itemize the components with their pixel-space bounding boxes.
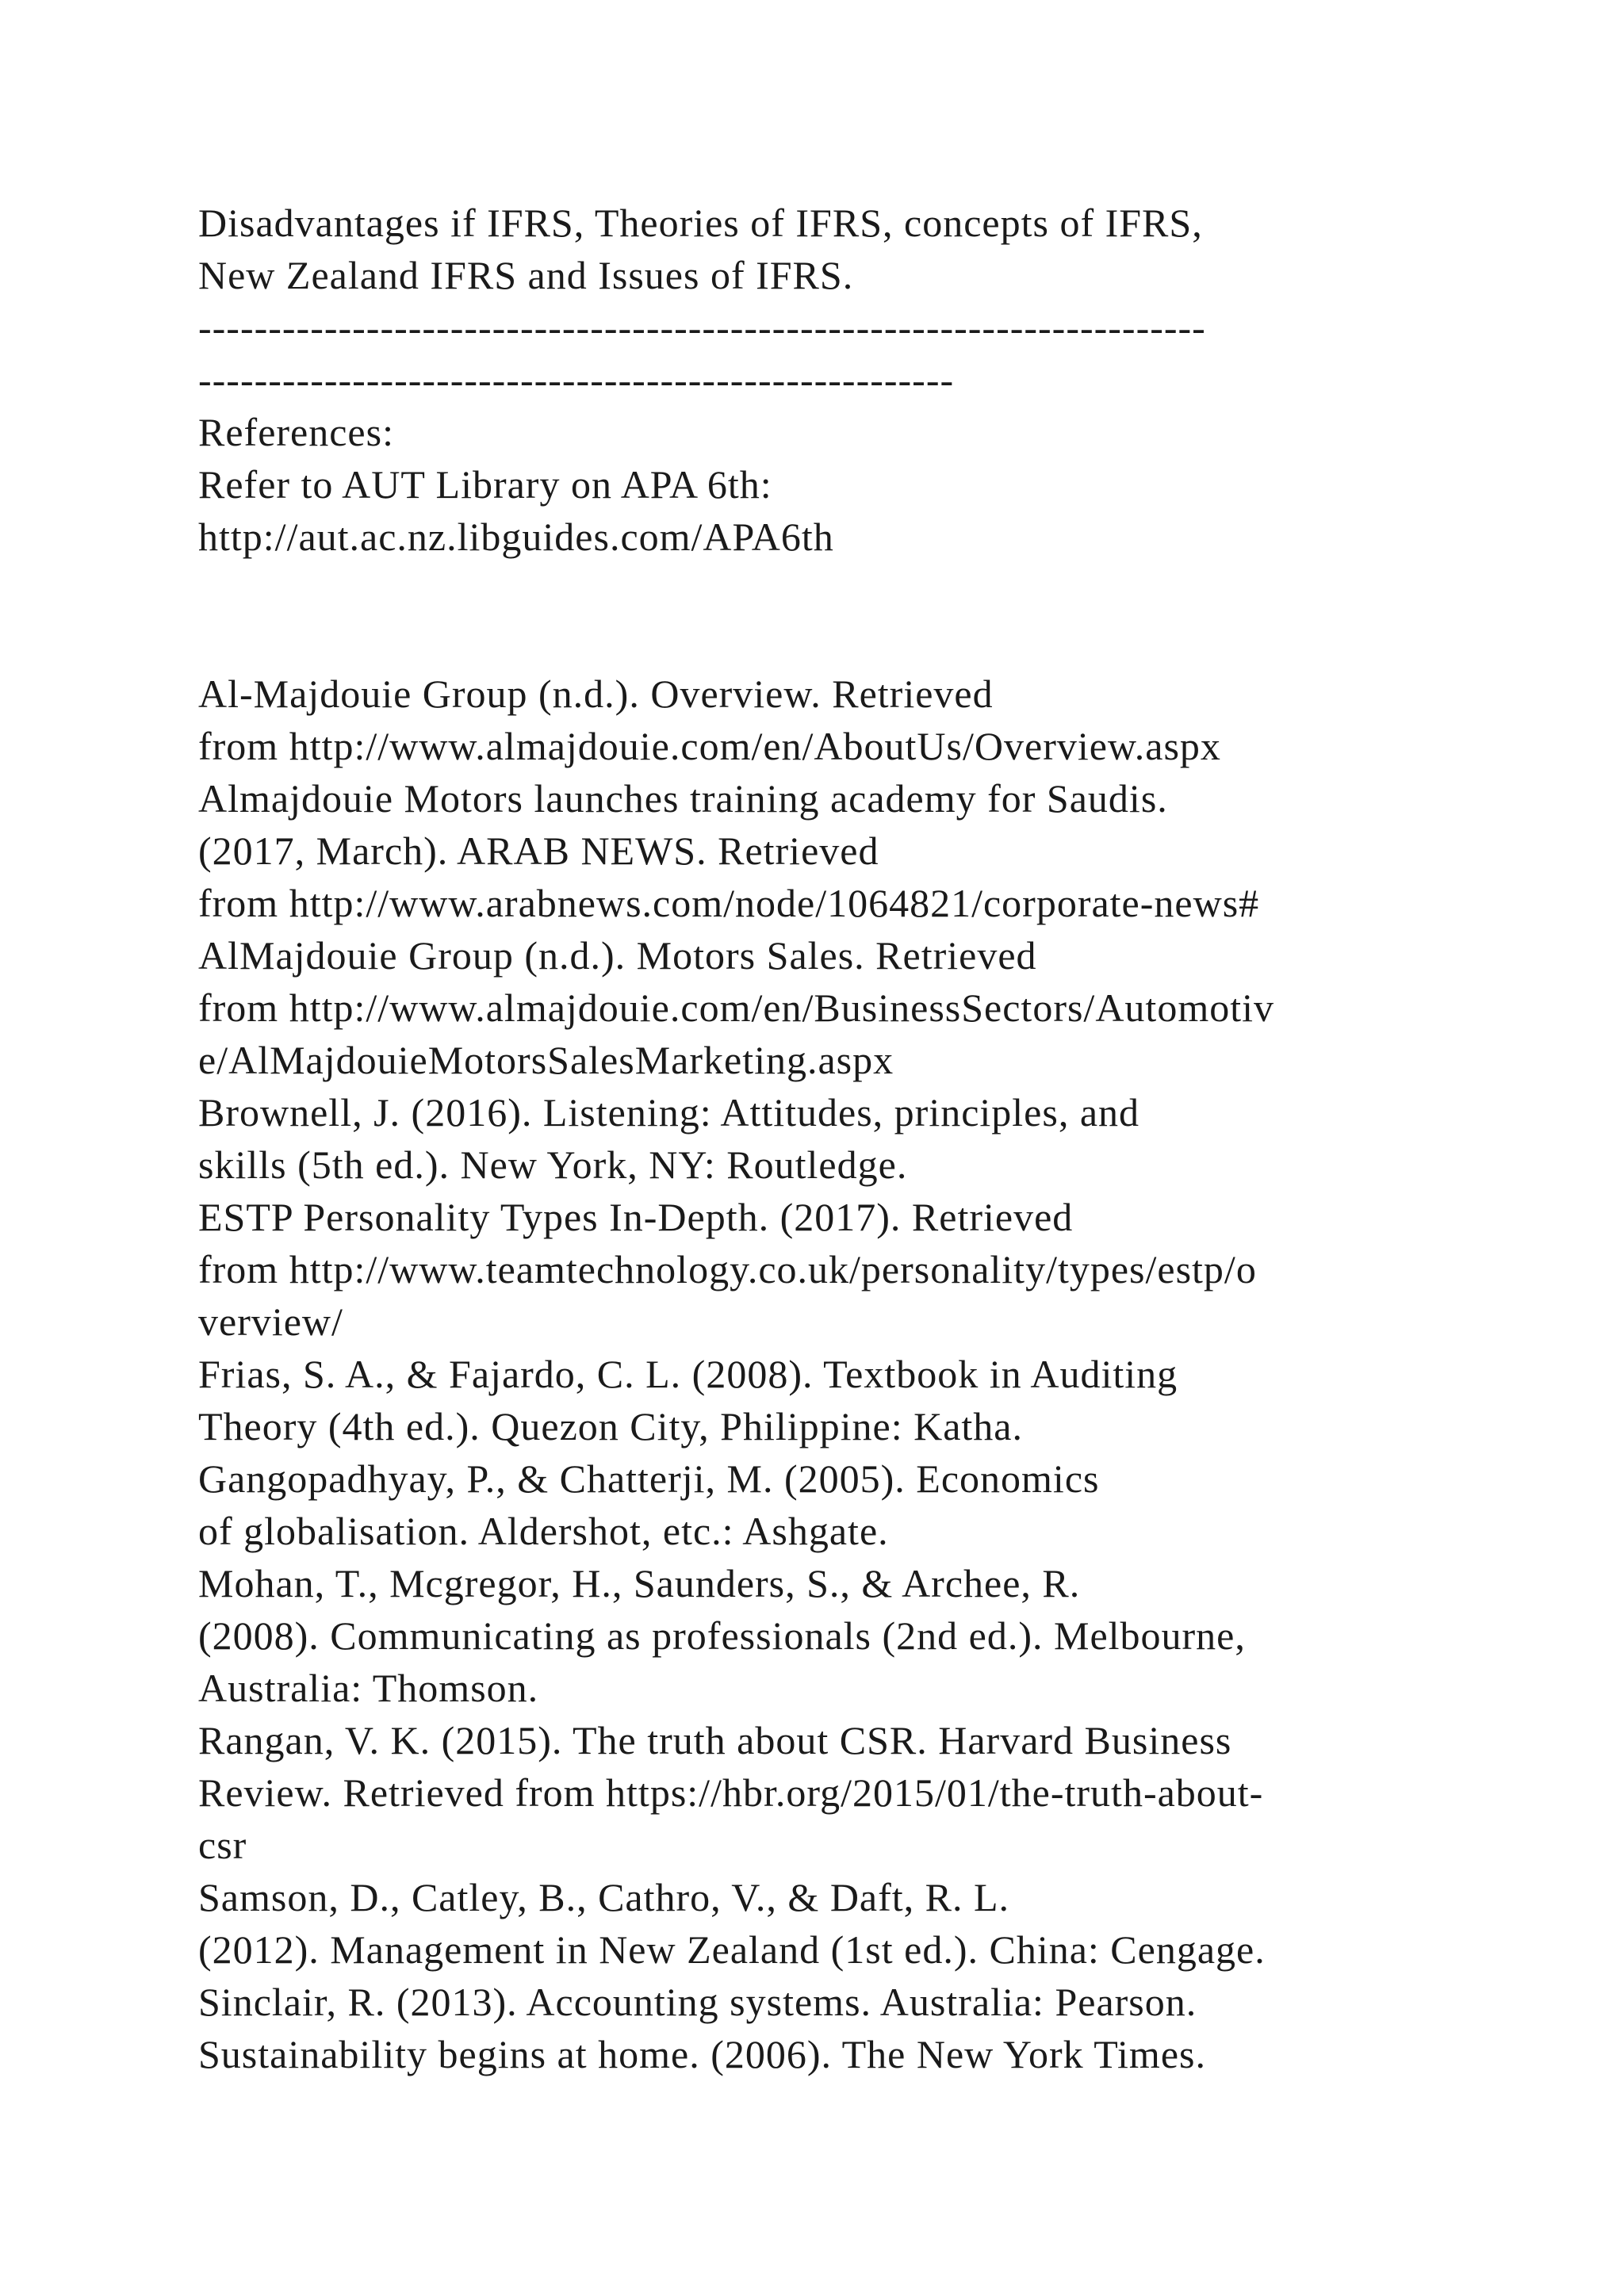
refer-url: http://aut.ac.nz.libguides.com/APA6th	[198, 515, 834, 559]
reference-line: Sustainability begins at home. (2006). The New York Times.	[198, 2032, 1206, 2076]
reference-line: Sinclair, R. (2013). Accounting systems. Australia: Pearson.	[198, 1980, 1197, 2024]
reference-line: Theory (4th ed.). Quezon City, Philippine: Katha.	[198, 1404, 1023, 1448]
reference-line: Frias, S. A., & Fajardo, C. L. (2008). Textbook in Auditing	[198, 1352, 1178, 1396]
reference-line: from http://www.almajdouie.com/en/AboutUs/Overview.aspx	[198, 724, 1221, 768]
reference-line: skills (5th ed.). New York, NY: Routledge.	[198, 1142, 908, 1187]
separator-line: ------------------------------------------------------	[198, 358, 955, 402]
reference-line: Review. Retrieved from https://hbr.org/2015/01/the-truth-about-	[198, 1770, 1264, 1815]
reference-line: from http://www.arabnews.com/node/1064821/corporate-news#	[198, 881, 1260, 925]
reference-line: Gangopadhyay, P., & Chatterji, M. (2005). Economics	[198, 1456, 1100, 1501]
reference-line: Almajdouie Motors launches training academy for Saudis.	[198, 776, 1168, 821]
references-heading: References:	[198, 410, 394, 454]
intro-line: New Zealand IFRS and Issues of IFRS.	[198, 253, 854, 297]
reference-line: verview/	[198, 1299, 343, 1344]
reference-line: Mohan, T., Mcgregor, H., Saunders, S., & Archee, R.	[198, 1561, 1081, 1605]
reference-line: csr	[198, 1823, 247, 1867]
reference-line: from http://www.teamtechnology.co.uk/personality/types/estp/o	[198, 1247, 1257, 1292]
reference-line: Samson, D., Catley, B., Cathro, V., & Daft, R. L.	[198, 1875, 1010, 1919]
reference-line: Brownell, J. (2016). Listening: Attitudes, principles, and	[198, 1090, 1140, 1135]
reference-line: e/AlMajdouieMotorsSalesMarketing.aspx	[198, 1038, 894, 1082]
document-body	[198, 197, 1435, 2080]
reference-line: from http://www.almajdouie.com/en/BusinessSectors/Automotiv	[198, 985, 1274, 1030]
reference-line: Australia: Thomson.	[198, 1666, 539, 1710]
reference-line: Al-Majdouie Group (n.d.). Overview. Retrieved	[198, 672, 994, 716]
separator-line: ------------------------------------------------------------------------	[198, 305, 1206, 350]
reference-line: (2017, March). ARAB NEWS. Retrieved	[198, 828, 879, 873]
reference-line: (2012). Management in New Zealand (1st ed.). China: Cengage.	[198, 1927, 1266, 1972]
reference-line: of globalisation. Aldershot, etc.: Ashgate.	[198, 1509, 889, 1553]
paragraph-gap	[198, 563, 1435, 668]
refer-note: Refer to AUT Library on APA 6th:	[198, 462, 772, 507]
reference-line: (2008). Communicating as professionals (2nd ed.). Melbourne,	[198, 1613, 1246, 1658]
reference-line: AlMajdouie Group (n.d.). Motors Sales. Retrieved	[198, 933, 1037, 978]
reference-line: ESTP Personality Types In-Depth. (2017). Retrieved	[198, 1195, 1074, 1239]
intro-line: Disadvantages if IFRS, Theories of IFRS, concepts of IFRS,	[198, 201, 1203, 245]
reference-line: Rangan, V. K. (2015). The truth about CSR. Harvard Business	[198, 1718, 1232, 1762]
reference-list	[198, 668, 1435, 2080]
